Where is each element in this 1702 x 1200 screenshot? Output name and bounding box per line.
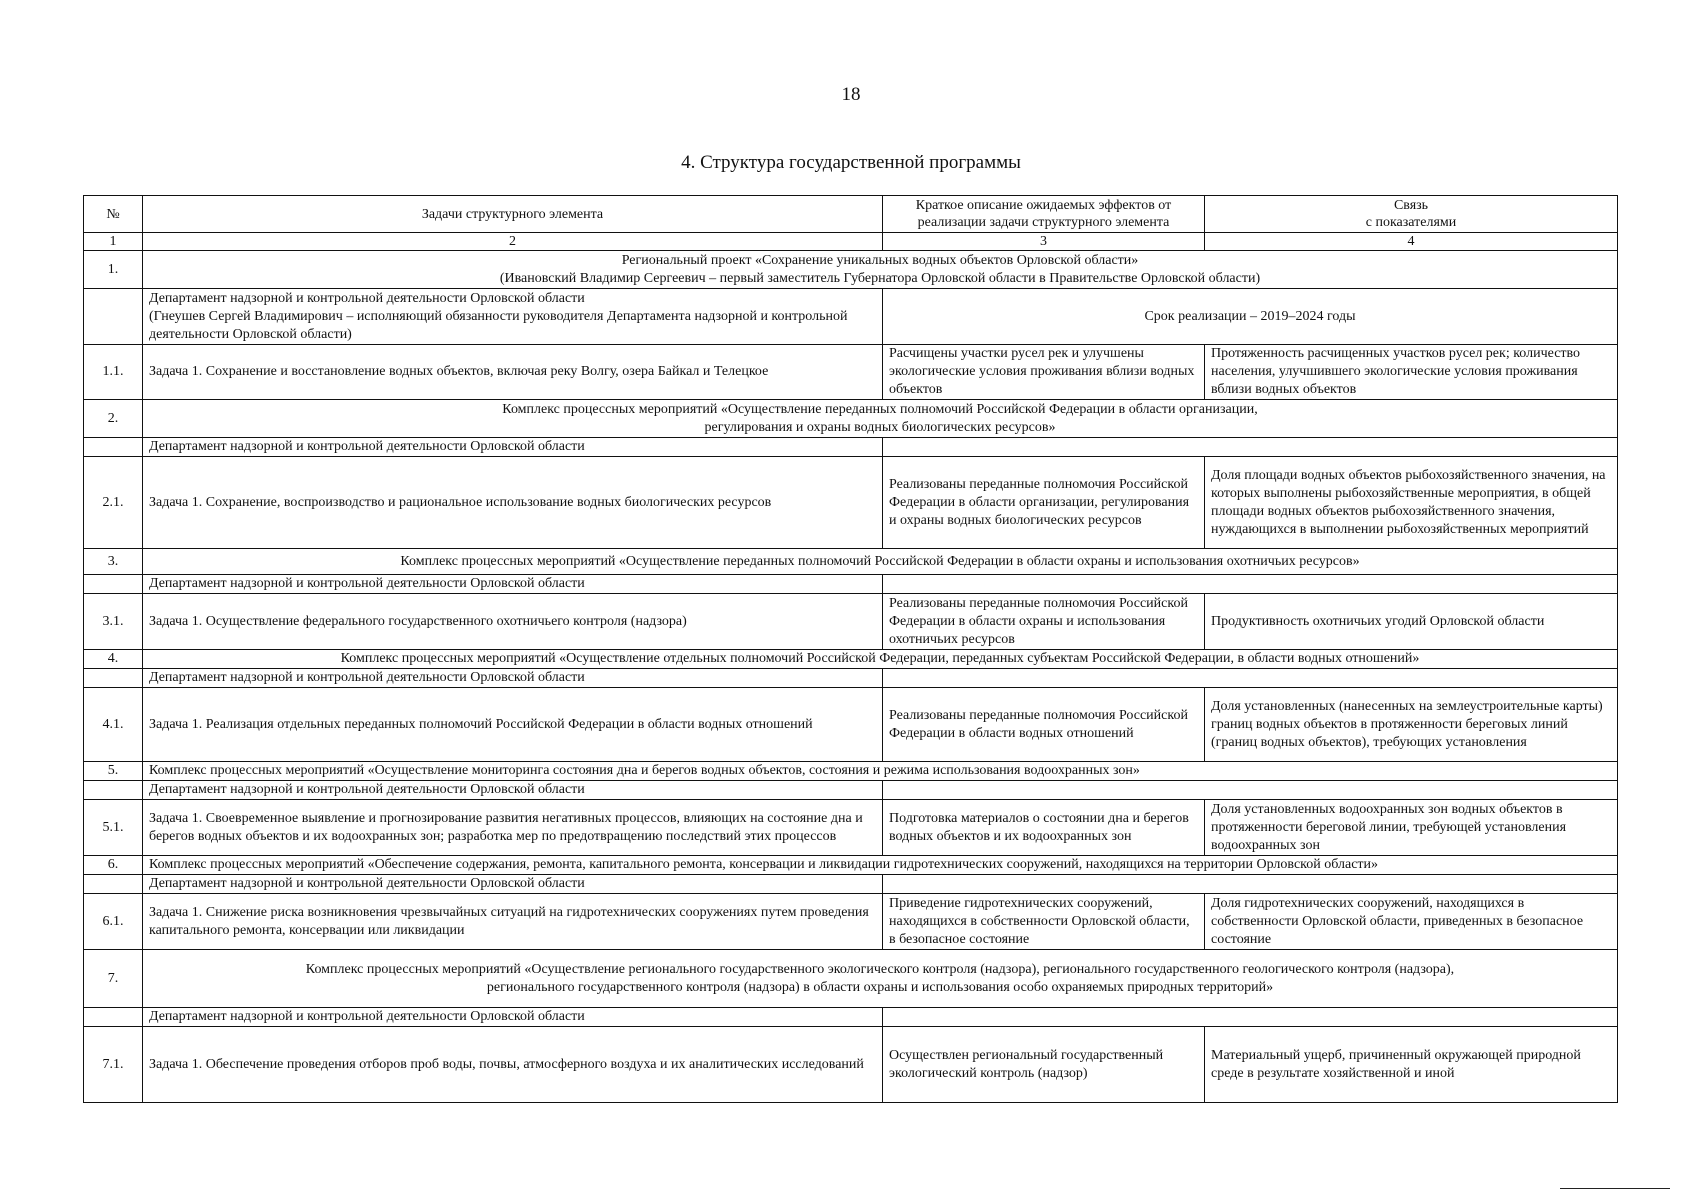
task-indicator: Доля установленных (нанесенных на землеустроительные карты) границ водных объектов в протяженности береговых линий (границ водных объектов), требующих установления — [1205, 688, 1618, 762]
section-title: Комплекс процессных мероприятий «Осуществление отдельных полномочий Российской Федерации, переданных субъектам Российской Федерации, в области водных отношений» — [143, 650, 1618, 669]
section-number: 7. — [84, 950, 143, 1008]
section-department: Департамент надзорной и контрольной деятельности Орловской области — [143, 781, 883, 800]
task-number: 4.1. — [84, 688, 143, 762]
section-term: Срок реализации – 2019–2024 годы — [883, 289, 1618, 345]
header-effects: Краткое описание ожидаемых эффектов от реализации задачи структурного элемента — [883, 196, 1205, 233]
task-text: Задача 1. Сохранение и восстановление водных объектов, включая реку Волгу, озера Байкал и Телецкое — [143, 345, 883, 400]
task-indicator: Продуктивность охотничьих угодий Орловской области — [1205, 594, 1618, 650]
col-number-4: 4 — [1205, 233, 1618, 251]
empty-cell — [84, 669, 143, 688]
empty-cell — [883, 438, 1618, 457]
col-number-2: 2 — [143, 233, 883, 251]
page-number: 18 — [841, 84, 861, 105]
task-text: Задача 1. Обеспечение проведения отборов проб воды, почвы, атмосферного воздуха и их аналитических исследований — [143, 1027, 883, 1103]
section-title: Комплекс процессных мероприятий «Осуществление регионального государственного экологического контроля (надзора), регионального государственного геологического контроля (надзора), регионального государственного контроля (надзора) в области охраны и использования особо охраняемых природных территорий» — [143, 950, 1618, 1008]
task-text: Задача 1. Реализация отдельных переданных полномочий Российской Федерации в области водных отношений — [143, 688, 883, 762]
section-department: Департамент надзорной и контрольной деятельности Орловской области — [143, 438, 883, 457]
task-effect: Подготовка материалов о состоянии дна и берегов водных объектов и их водоохранных зон — [883, 800, 1205, 856]
task-indicator: Материальный ущерб, причиненный окружающей природной среде в результате хозяйственной и иной — [1205, 1027, 1618, 1103]
col-number-3: 3 — [883, 233, 1205, 251]
task-number: 3.1. — [84, 594, 143, 650]
task-effect: Реализованы переданные полномочия Российской Федерации в области водных отношений — [883, 688, 1205, 762]
program-structure-table — [83, 195, 1618, 1103]
section-title: Комплекс процессных мероприятий «Осуществление мониторинга состояния дна и берегов водных объектов, состояния и режима использования водоохранных зон» — [143, 762, 1618, 781]
section-title: Региональный проект «Сохранение уникальных водных объектов Орловской области» (Ивановский Владимир Сергеевич – первый заместитель Губернатора Орловской области в Правительстве Орловской области) — [143, 251, 1618, 289]
empty-cell — [84, 781, 143, 800]
col-number-1: 1 — [84, 233, 143, 251]
task-text: Задача 1. Снижение риска возникновения чрезвычайных ситуаций на гидротехнических сооружениях путем проведения капитального ремонта, консервации или ликвидации — [143, 894, 883, 950]
header-tasks: Задачи структурного элемента — [143, 196, 883, 233]
task-number: 1.1. — [84, 345, 143, 400]
task-number: 2.1. — [84, 457, 143, 549]
empty-cell — [84, 575, 143, 594]
task-text: Задача 1. Своевременное выявление и прогнозирование развития негативных процессов, влияющих на состояние дна и берегов водных объектов и их водоохранных зон; разработка мер по предотвращению последствий этих процессов — [143, 800, 883, 856]
empty-cell — [84, 289, 143, 345]
empty-cell — [883, 781, 1618, 800]
section-number: 3. — [84, 549, 143, 575]
empty-cell — [883, 1008, 1618, 1027]
empty-cell — [84, 875, 143, 894]
header-link: Связь с показателями — [1205, 196, 1618, 233]
empty-cell — [883, 575, 1618, 594]
section-department: Департамент надзорной и контрольной деятельности Орловской области (Гнеушев Сергей Владимирович – исполняющий обязанности руководителя Департамента надзорной и контрольной деятельности Орловской области) — [143, 289, 883, 345]
task-effect: Осуществлен региональный государственный экологический контроль (надзор) — [883, 1027, 1205, 1103]
task-indicator: Протяженность расчищенных участков русел рек; количество населения, улучшившего экологические условия проживания вблизи водных объектов — [1205, 345, 1618, 400]
section-title: Комплекс процессных мероприятий «Обеспечение содержания, ремонта, капитального ремонта, консервации и ликвидации гидротехнических сооружений, находящихся на территории Орловской области» — [143, 856, 1618, 875]
task-number: 7.1. — [84, 1027, 143, 1103]
task-effect: Расчищены участки русел рек и улучшены экологические условия проживания вблизи водных объектов — [883, 345, 1205, 400]
header-num: № — [84, 196, 143, 233]
task-number: 6.1. — [84, 894, 143, 950]
task-indicator: Доля установленных водоохранных зон водных объектов в протяженности береговой линии, требующей установления водоохранных зон — [1205, 800, 1618, 856]
section-number: 5. — [84, 762, 143, 781]
section-number: 1. — [84, 251, 143, 289]
task-text: Задача 1. Сохранение, воспроизводство и рациональное использование водных биологических ресурсов — [143, 457, 883, 549]
task-effect: Реализованы переданные полномочия Российской Федерации в области организации, регулирования и охраны водных биологических ресурсов — [883, 457, 1205, 549]
section-number: 6. — [84, 856, 143, 875]
section-number: 4. — [84, 650, 143, 669]
empty-cell — [883, 669, 1618, 688]
task-text: Задача 1. Осуществление федерального государственного охотничьего контроля (надзора) — [143, 594, 883, 650]
section-title: Комплекс процессных мероприятий «Осуществление переданных полномочий Российской Федерации в области организации, регулирования и охраны водных биологических ресурсов» — [143, 400, 1618, 438]
section-title: Комплекс процессных мероприятий «Осуществление переданных полномочий Российской Федерации в области охраны и использования охотничьих ресурсов» — [143, 549, 1618, 575]
section-department: Департамент надзорной и контрольной деятельности Орловской области — [143, 1008, 883, 1027]
task-indicator: Доля гидротехнических сооружений, находящихся в собственности Орловской области, приведенных в безопасное состояние — [1205, 894, 1618, 950]
footer-rule — [1560, 1188, 1670, 1189]
document-title: 4. Структура государственной программы — [681, 152, 1021, 173]
empty-cell — [883, 875, 1618, 894]
section-department: Департамент надзорной и контрольной деятельности Орловской области — [143, 875, 883, 894]
empty-cell — [84, 438, 143, 457]
section-number: 2. — [84, 400, 143, 438]
task-indicator: Доля площади водных объектов рыбохозяйственного значения, на которых выполнены рыбохозяйственные мероприятия, в общей площади водных объектов рыбохозяйственного значения, нуждающихся в выполнении рыбохозяйственных мероприятий — [1205, 457, 1618, 549]
section-department: Департамент надзорной и контрольной деятельности Орловской области — [143, 575, 883, 594]
task-effect: Приведение гидротехнических сооружений, находящихся в собственности Орловской области, в безопасное состояние — [883, 894, 1205, 950]
task-number: 5.1. — [84, 800, 143, 856]
section-department: Департамент надзорной и контрольной деятельности Орловской области — [143, 669, 883, 688]
task-effect: Реализованы переданные полномочия Российской Федерации в области охраны и использования охотничьих ресурсов — [883, 594, 1205, 650]
empty-cell — [84, 1008, 143, 1027]
